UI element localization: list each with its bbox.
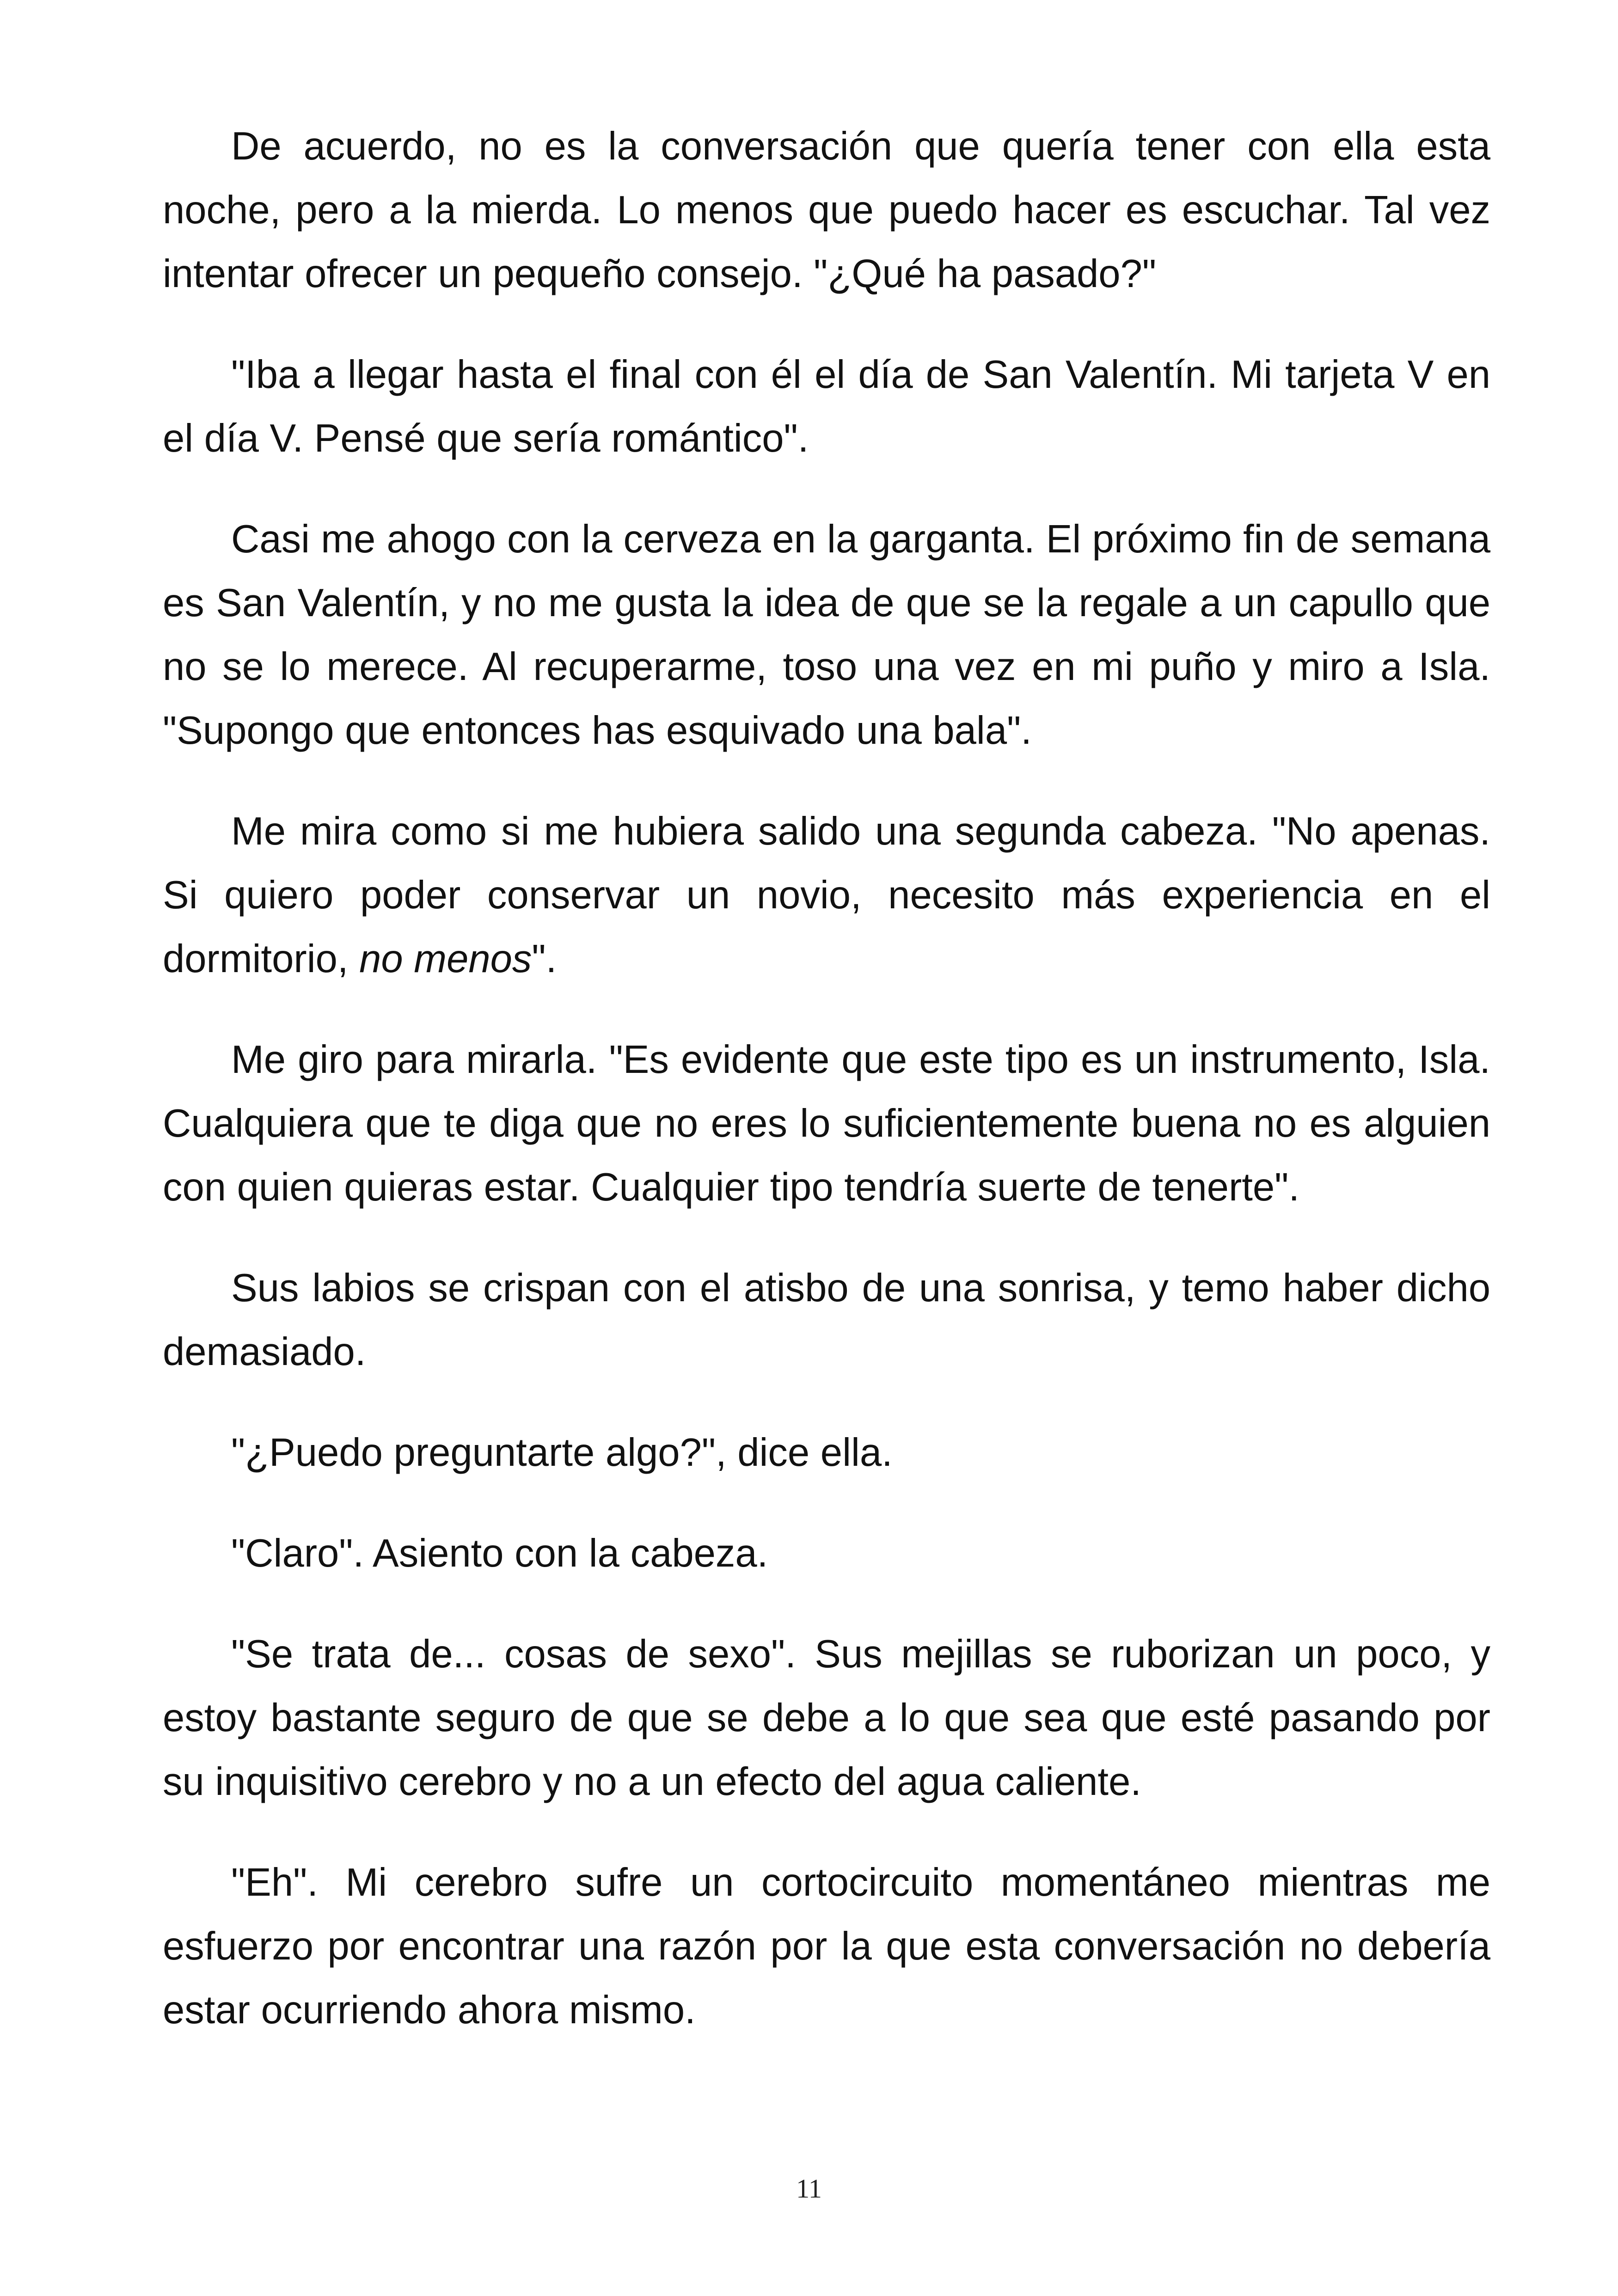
paragraph: "Eh". Mi cerebro sufre un cortocircuito momentáneo mientras me esfuerzo por encontrar una razón por la que esta conversación no debería estar ocurriendo ahora mismo.: [163, 1861, 1490, 2032]
paragraph-text: ".: [532, 937, 557, 981]
paragraph: "Iba a llegar hasta el final con él el día de San Valentín. Mi tarjeta V en el día V. Pensé que sería romántico".: [163, 353, 1490, 460]
emphasis-text: no menos: [359, 937, 532, 981]
paragraph: "Claro". Asiento con la cabeza.: [231, 1531, 768, 1575]
paragraph-text: Me mira como si me hubiera salido una segunda cabeza. "No apenas. Si quiero poder conservar un novio, necesito más experiencia en el dormitorio,: [163, 809, 1490, 981]
paragraph: "¿Puedo preguntarte algo?", dice ella.: [231, 1431, 893, 1475]
body-text: [163, 115, 1490, 2042]
paragraph: "Se trata de... cosas de sexo". Sus mejillas se ruborizan un poco, y estoy bastante seguro de que se debe a lo que sea que esté pasando por su inquisitivo cerebro y no a un efecto del agua caliente.: [163, 1632, 1490, 1804]
paragraph: Sus labios se crispan con el atisbo de una sonrisa, y temo haber dicho demasiado.: [163, 1266, 1490, 1374]
paragraph: Me giro para mirarla. "Es evidente que este tipo es un instrumento, Isla. Cualquiera que te diga que no eres lo suficientemente buena no es alguien con quien quieras estar. Cualquier tipo tendría suerte de tenerte".: [163, 1038, 1490, 1209]
paragraph: Casi me ahogo con la cerveza en la garganta. El próximo fin de semana es San Valentín, y no me gusta la idea de que se la regale a un capullo que no se lo merece. Al recuperarme, toso una vez en mi puño y miro a Isla. "Supongo que entonces has esquivado una bala".: [163, 517, 1490, 753]
page-number: 11: [796, 2174, 822, 2204]
paragraph: [163, 800, 1490, 991]
paragraph: De acuerdo, no es la conversación que quería tener con ella esta noche, pero a la mierda. Lo menos que puedo hacer es escuchar. Tal vez intentar ofrecer un pequeño consejo. "¿Qué ha pasado?": [163, 124, 1490, 296]
